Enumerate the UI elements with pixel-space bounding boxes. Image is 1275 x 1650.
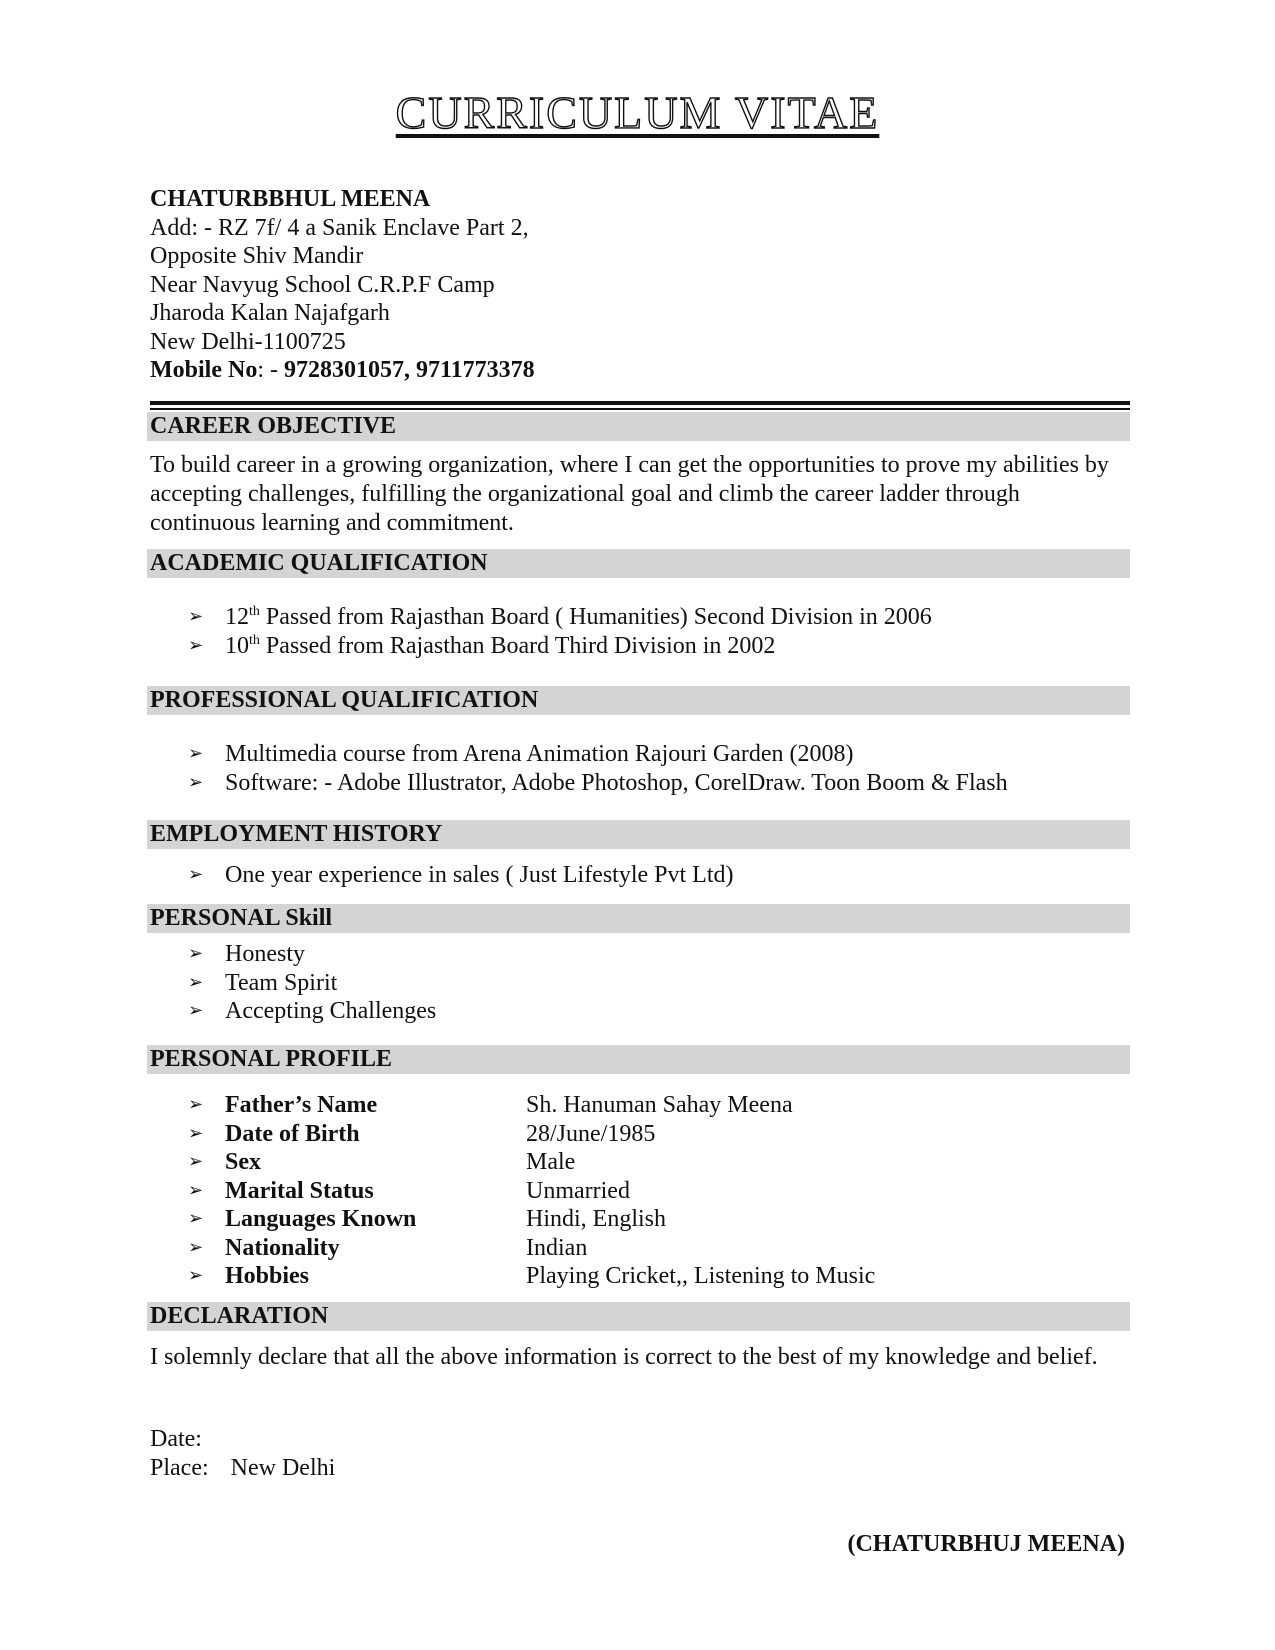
list-item: ➢ 10th Passed from Rajasthan Board Third Division in 2002 xyxy=(188,632,776,659)
arrow-bullet-icon: ➢ xyxy=(188,1208,204,1229)
list-item: ➢ Multimedia course from Arena Animation Rajouri Garden (2008) xyxy=(188,741,854,767)
section-heading-declaration: DECLARATION xyxy=(147,1302,1130,1331)
address-line: New Delhi-1100725 xyxy=(150,328,346,355)
mobile-separator: : - xyxy=(257,357,284,383)
section-heading-career-objective: CAREER OBJECTIVE xyxy=(147,412,1130,441)
arrow-bullet-icon: ➢ xyxy=(188,1179,204,1201)
contact-block xyxy=(150,185,1130,385)
mobile-label: Mobile No xyxy=(150,357,258,383)
list-item: ➢ 12th Passed from Rajasthan Board ( Humanities) Second Division in 2006 xyxy=(188,604,932,630)
table-row: ➢ Hobbies Playing Cricket,, Listening to Music xyxy=(188,1263,876,1289)
place-value: New Delhi xyxy=(230,1454,336,1481)
academic-list xyxy=(188,603,932,660)
mobile-line xyxy=(150,356,1130,385)
address-line: Opposite Shiv Mandir xyxy=(150,243,364,269)
arrow-bullet-icon: ➢ xyxy=(188,606,204,627)
employment-list xyxy=(188,861,734,890)
arrow-bullet-icon: ➢ xyxy=(188,1122,204,1144)
professional-list xyxy=(188,740,1008,797)
declaration-text: I solemnly declare that all the above information is correct to the best of my knowledge and belief. xyxy=(150,1344,1098,1370)
list-item: ➢ Software: - Adobe Illustrator, Adobe Photoshop, CorelDraw. Toon Boom & Flash xyxy=(188,769,1008,796)
signature-name: (CHATURBHUJ MEENA) xyxy=(847,1531,1125,1557)
section-heading-professional: PROFESSIONAL QUALIFICATION xyxy=(147,686,1130,715)
arrow-bullet-icon: ➢ xyxy=(188,1000,204,1021)
arrow-bullet-icon: ➢ xyxy=(188,971,204,993)
header-divider-thick xyxy=(150,401,1130,405)
date-place-block xyxy=(150,1425,335,1482)
arrow-bullet-icon: ➢ xyxy=(188,1236,204,1258)
arrow-bullet-icon: ➢ xyxy=(188,1265,204,1286)
profile-table xyxy=(188,1091,1088,1291)
list-item: ➢ Accepting Challenges xyxy=(188,998,437,1024)
table-row: ➢ Date of Birth 28/June/1985 xyxy=(188,1120,656,1147)
arrow-bullet-icon: ➢ xyxy=(188,943,204,964)
table-row: ➢ Nationality Indian xyxy=(188,1234,588,1261)
header-divider-thin xyxy=(150,408,1130,410)
table-row: ➢ Marital Status Unmarried xyxy=(188,1177,630,1204)
arrow-bullet-icon: ➢ xyxy=(188,771,204,793)
table-row: ➢ Sex Male xyxy=(188,1149,576,1175)
table-row: ➢ Languages Known Hindi, English xyxy=(188,1206,667,1232)
arrow-bullet-icon: ➢ xyxy=(188,1151,204,1172)
career-objective-text: To build career in a growing organization, where I can get the opportunities to prove my abilities by accepting challenges, fulfilling the organizational goal and climb the career ladder through continuous learning and commitment. xyxy=(150,452,1109,536)
place-label: Place: xyxy=(150,1454,209,1481)
document-title: CURRICULUM VITAE xyxy=(395,87,880,138)
section-heading-academic: ACADEMIC QUALIFICATION xyxy=(147,549,1130,578)
place-line xyxy=(150,1454,335,1483)
arrow-bullet-icon: ➢ xyxy=(188,864,204,885)
arrow-bullet-icon: ➢ xyxy=(188,743,204,764)
table-row: ➢ Father’s Name Sh. Hanuman Sahay Meena xyxy=(188,1092,793,1118)
arrow-bullet-icon: ➢ xyxy=(188,634,204,656)
list-item: ➢ Honesty xyxy=(188,941,305,967)
section-heading-profile: PERSONAL PROFILE xyxy=(147,1045,1130,1074)
section-heading-employment: EMPLOYMENT HISTORY xyxy=(147,820,1130,849)
candidate-name: CHATURBBHUL MEENA xyxy=(150,186,431,212)
address-line: Add: - RZ 7f/ 4 a Sanik Enclave Part 2, xyxy=(150,214,529,241)
section-heading-skills: PERSONAL Skill xyxy=(147,904,1130,933)
address-line: Jharoda Kalan Najafgarh xyxy=(150,300,390,326)
arrow-bullet-icon: ➢ xyxy=(188,1094,204,1115)
skills-list xyxy=(188,940,436,1026)
mobile-value: 9728301057, 9711773378 xyxy=(284,357,535,383)
list-item: ➢ Team Spirit xyxy=(188,969,338,996)
list-item: ➢ One year experience in sales ( Just Lifestyle Pvt Ltd) xyxy=(188,862,734,888)
address-line: Near Navyug School C.R.P.F Camp xyxy=(150,271,495,298)
date-label: Date: xyxy=(150,1426,202,1452)
